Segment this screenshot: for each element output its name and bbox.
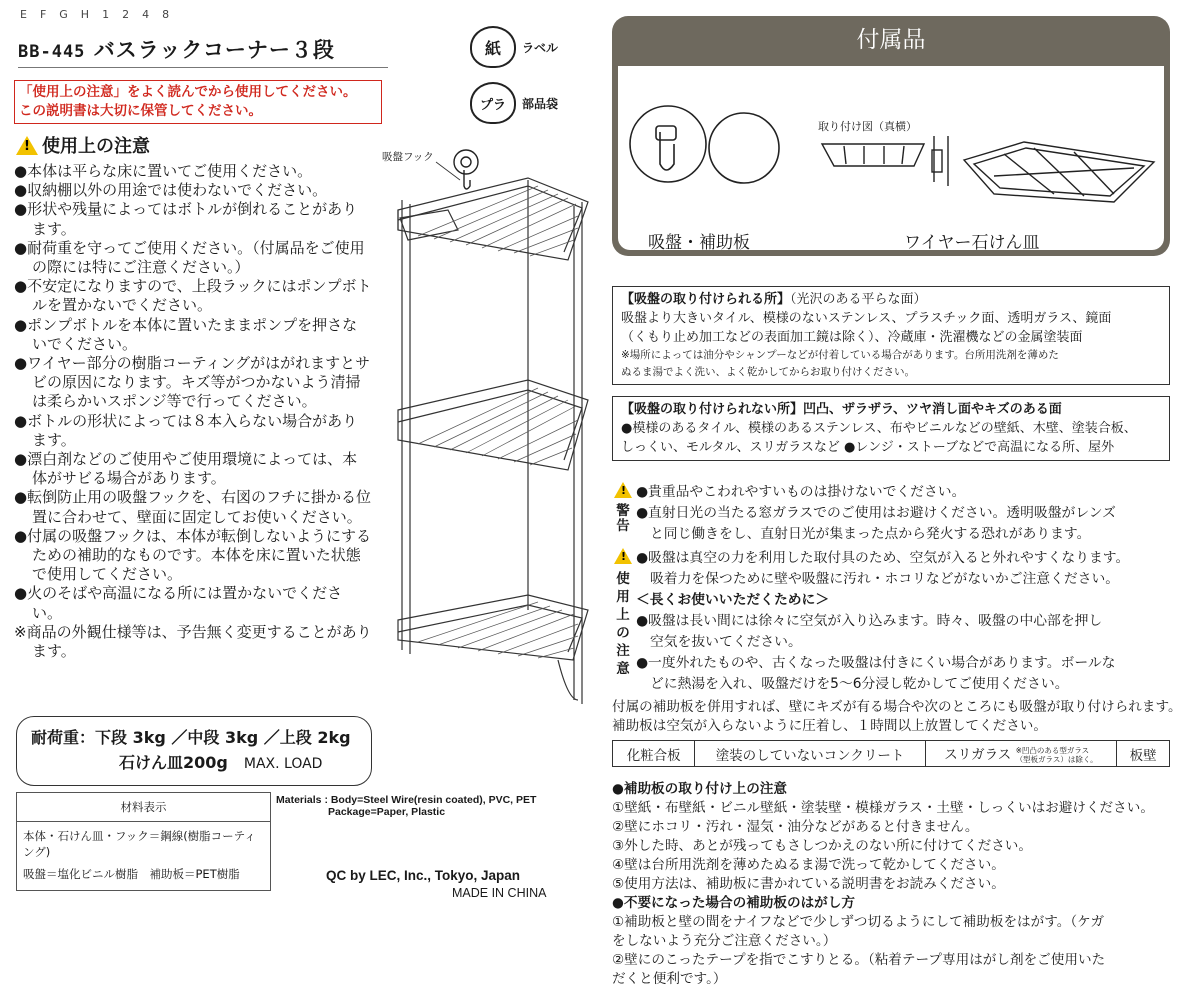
load-tiers: 下段 3kg ／中段 3kg ／上段 2kg bbox=[95, 728, 351, 747]
caution-item: ●ワイヤー部分の樹脂コーティングがはがれますとサビの原因になります。キズ等がつかないよう清掃は柔らかいスポンジ等で行ってください。 bbox=[14, 354, 371, 411]
notice-line: 「使用上の注意」をよく読んでから使用してください。 bbox=[19, 84, 357, 100]
caution-item: ●不安定になりますので、上段ラックにはポンプボトルを置かないでください。 bbox=[14, 277, 372, 315]
soap-dish-illustration bbox=[814, 132, 1164, 212]
notice-line: この説明書は大切に保管してください。 bbox=[19, 103, 262, 119]
caution-item: ●耐荷重を守ってご使用ください。（付属品をご使用の際には特にご注意ください。） bbox=[14, 238, 365, 277]
warning-lines bbox=[636, 482, 1176, 545]
accessory-soapdish-label: ワイヤー石けん皿 bbox=[904, 233, 1040, 253]
usage-lines bbox=[636, 548, 1176, 695]
aux-removal-item: をしないよう充分ご注意ください。） bbox=[612, 933, 837, 949]
usage-label-char: 用 bbox=[616, 589, 630, 605]
suction-cup-illustration bbox=[626, 74, 786, 214]
aux-plate-notes bbox=[612, 780, 1172, 989]
max-load-label: MAX. LOAD bbox=[243, 756, 323, 772]
warning-label-char: 告 bbox=[616, 518, 630, 534]
aux-note-item: ①壁紙・布壁紙・ビニル壁紙・塗装壁・模様ガラス・土壁・しっくいはお避けください。 bbox=[612, 800, 1154, 816]
warning-triangle-icon bbox=[614, 482, 632, 498]
aux-notes-heading: ●補助板の取り付け上の注意 bbox=[612, 781, 787, 797]
usage-subheading: ＜長くお使いいただくために＞ bbox=[636, 592, 830, 608]
caution-item: ※商品の外観仕様等は、予告無く変更することがあります。 bbox=[14, 622, 372, 661]
usage-line: ●吸盤は真空の力を利用した取付具のため、空気が入ると外れやすくなります。 bbox=[636, 550, 1130, 566]
warning-line: ●直射日光の当たる窓ガラスでのご使用はお避けください。透明吸盤がレンズ bbox=[636, 505, 1116, 521]
caution-list bbox=[14, 162, 372, 661]
mountable-line: 吸盤より大きいタイル、模様のないステンレス、プラスチック面、透明ガラス、鏡面 bbox=[621, 311, 1112, 326]
product-name: バスラックコーナー３段 bbox=[93, 38, 335, 62]
materials-english bbox=[276, 794, 536, 818]
aux-removal-item: ②壁にのこったテープを指でこすりとる。（粘着テープ専用はがし剤をご使用いた bbox=[612, 952, 1106, 968]
warning-triangle-icon bbox=[16, 136, 38, 155]
warning-label bbox=[614, 504, 632, 534]
mountable-note: ※場所によっては油分やシャンプーなどが付着している場合があります。台所用洗剤を薄めた bbox=[621, 349, 1059, 361]
aux-plate-intro bbox=[612, 698, 1182, 736]
accessory-suction-label: 吸盤・補助板 bbox=[648, 233, 750, 253]
mountable-subheading: （光沢のある平らな面） bbox=[790, 292, 927, 307]
suction-hook-icon bbox=[454, 150, 478, 189]
product-code: EFGH1248 bbox=[20, 8, 183, 21]
accessories-title: 付属品 bbox=[856, 27, 926, 53]
materials-en-line: Materials : Body=Steel Wire(resin coated), PVC, PET bbox=[276, 794, 537, 806]
plastic-recycle-icon: プラ bbox=[470, 82, 516, 124]
aux-line: 付属の補助板を併用すれば、壁にキズが有る場合や次のところにも吸盤が取り付けられます。 bbox=[612, 699, 1182, 715]
usage-label-char: 使 bbox=[616, 571, 630, 587]
recycle-label: ラベル bbox=[522, 40, 559, 55]
caution-item: ●本体は平らな床に置いてご使用ください。 bbox=[14, 162, 313, 180]
recycle-mark-paper bbox=[470, 26, 558, 68]
materials-en-line: Package=Paper, Plastic bbox=[328, 806, 446, 818]
surface-cell: 板壁 bbox=[1117, 741, 1170, 767]
page-title bbox=[18, 34, 388, 68]
aux-removal-item: だくと便利です。） bbox=[612, 971, 727, 987]
table-row bbox=[613, 741, 1170, 767]
unmountable-line: しっくい、モルタル、スリガラスなど ●レンジ・ストーブなどで高温になる所、屋外 bbox=[621, 440, 1115, 455]
caution-item: ●火のそばや高温になる所には置かないでください。 bbox=[14, 584, 343, 622]
materials-table bbox=[16, 792, 271, 891]
aux-note-item: ②壁にホコリ・汚れ・湿気・油分などがあると付きません。 bbox=[612, 819, 979, 835]
aux-line: 補助板は空気が入らないように圧着し、１時間以上放置してください。 bbox=[612, 718, 1047, 734]
mountable-line: （くもり止め加工などの表面加工鏡は除く）、冷蔵庫・洗濯機などの金属塗装面 bbox=[621, 330, 1083, 345]
usage-line: 吸着力を保つために壁や吸盤に汚れ・ホコリなどがないかご注意ください。 bbox=[650, 571, 1120, 587]
unmountable-surfaces-box bbox=[612, 396, 1170, 461]
caution-heading bbox=[16, 132, 150, 158]
mountable-note: ぬるま湯でよく洗い、よく乾かしてからお取り付けください。 bbox=[621, 366, 915, 378]
usage-line: ●一度外れたものや、古くなった吸盤は付きにくい場合があります。ボールな bbox=[636, 655, 1116, 671]
paper-recycle-icon: 紙 bbox=[470, 26, 516, 68]
unmountable-heading: 【吸盤の取り付けられない所】凹凸、ザラザラ、ツヤ消し面やキズのある面 bbox=[621, 402, 1062, 417]
caution-title-text: 使用上の注意 bbox=[42, 136, 150, 157]
usage-line: ●吸盤は長い間には徐々に空気が入り込みます。時々、吸盤の中心部を押し bbox=[636, 613, 1103, 629]
usage-label bbox=[614, 570, 632, 678]
surface-cell: 化粧合板 bbox=[613, 741, 695, 767]
recycle-mark-plastic bbox=[470, 82, 558, 124]
usage-label-char: 上 bbox=[616, 607, 630, 623]
materials-row: 吸盤＝塩化ビニル樹脂 補助板＝PET樹脂 bbox=[23, 867, 240, 881]
corner-rack-illustration bbox=[378, 140, 598, 720]
usage-label-char: 意 bbox=[616, 661, 630, 677]
aux-removal-item: ①補助板と壁の間をナイフなどで少しずつ切るようにして補助板をはがす。（ケガ bbox=[612, 914, 1105, 930]
usage-label-char: 注 bbox=[616, 643, 630, 659]
load-capacity-box bbox=[16, 716, 372, 786]
materials-row: 本体・石けん皿・フック＝鋼線(樹脂コーティング) bbox=[23, 829, 256, 859]
surface-cell bbox=[925, 741, 1117, 767]
aux-note-item: ③外した時、あとが残ってもさしつかえのない所に付けてください。 bbox=[612, 838, 1032, 854]
warning-line: ●貴重品やこわれやすいものは掛けないでください。 bbox=[636, 484, 966, 500]
aux-note-item: ④壁は台所用洗剤を薄めたぬるま湯で洗って乾かしてください。 bbox=[612, 857, 1005, 873]
aux-surfaces-table bbox=[612, 740, 1170, 767]
mountable-heading: 【吸盤の取り付けられる所】 bbox=[621, 292, 791, 307]
made-in: MADE IN CHINA bbox=[452, 886, 547, 900]
suction-hook-label: 吸盤フック bbox=[382, 151, 434, 163]
caution-item: ●ボトルの形状によっては８本入らない場合があります。 bbox=[14, 411, 358, 449]
recycle-label: 部品袋 bbox=[522, 96, 559, 111]
aux-note-item: ⑤使用方法は、補助板に書かれている説明書をお読みください。 bbox=[612, 876, 1005, 892]
caution-item: ●漂白剤などのご使用やご使用環境によっては、本体がサビる場合があります。 bbox=[14, 450, 358, 488]
caution-item: ●転倒防止用の吸盤フックを、右図のフチに掛かる位置に合わせて、壁面に固定してお使いください。 bbox=[14, 488, 372, 526]
usage-line: 空気を抜いてください。 bbox=[650, 634, 802, 650]
load-label: 耐荷重： bbox=[31, 728, 96, 747]
usage-line: どに熱湯を入れ、吸盤だけを5～6分浸し乾かしてご使用ください。 bbox=[650, 676, 1069, 692]
read-instructions-notice bbox=[14, 80, 382, 124]
qc-credit: QC by LEC, Inc., Tokyo, Japan bbox=[326, 868, 521, 883]
usage-label-char: の bbox=[616, 625, 630, 641]
aux-removal-heading: ●不要になった場合の補助板のはがし方 bbox=[612, 895, 855, 911]
unmountable-line: ●模様のあるタイル、模様のあるステンレス、布やビニルなどの壁紙、木壁、塗装合板、 bbox=[621, 421, 1137, 436]
soap-dish-load: 石けん皿200g bbox=[119, 753, 228, 772]
caution-item: ●形状や残量によってはボトルが倒れることがあります。 bbox=[14, 200, 358, 238]
caution-item: ●ポンプボトルを本体に置いたままポンプを押さないでください。 bbox=[14, 315, 358, 353]
mountable-surfaces-box bbox=[612, 286, 1170, 385]
surface-name: スリガラス bbox=[944, 747, 1012, 763]
warning-line: と同じ働きをし、直射日光が集まった点から発火する恐れがあります。 bbox=[650, 526, 1091, 542]
accessories-body bbox=[618, 66, 1164, 253]
surface-note: ※凹凸のある型ガラス （型板ガラス）は除く。 bbox=[1015, 746, 1098, 764]
caution-item: ●付属の吸盤フックは、本体が転倒しないようにするための補助的なものです。本体を床に置いた状態で使用してください。 bbox=[14, 526, 372, 584]
mount-diagram-label: 取り付け図（真横） bbox=[818, 120, 917, 133]
surface-cell: 塗装のしていないコンクリート bbox=[695, 741, 925, 767]
materials-header: 材料表示 bbox=[17, 793, 270, 822]
model-number: BB-445 bbox=[18, 42, 86, 62]
warning-label-char: 警 bbox=[616, 503, 630, 519]
accessories-panel bbox=[612, 16, 1170, 256]
warning-triangle-icon bbox=[614, 548, 632, 564]
caution-item: ●収納棚以外の用途では使わないでください。 bbox=[14, 181, 328, 200]
